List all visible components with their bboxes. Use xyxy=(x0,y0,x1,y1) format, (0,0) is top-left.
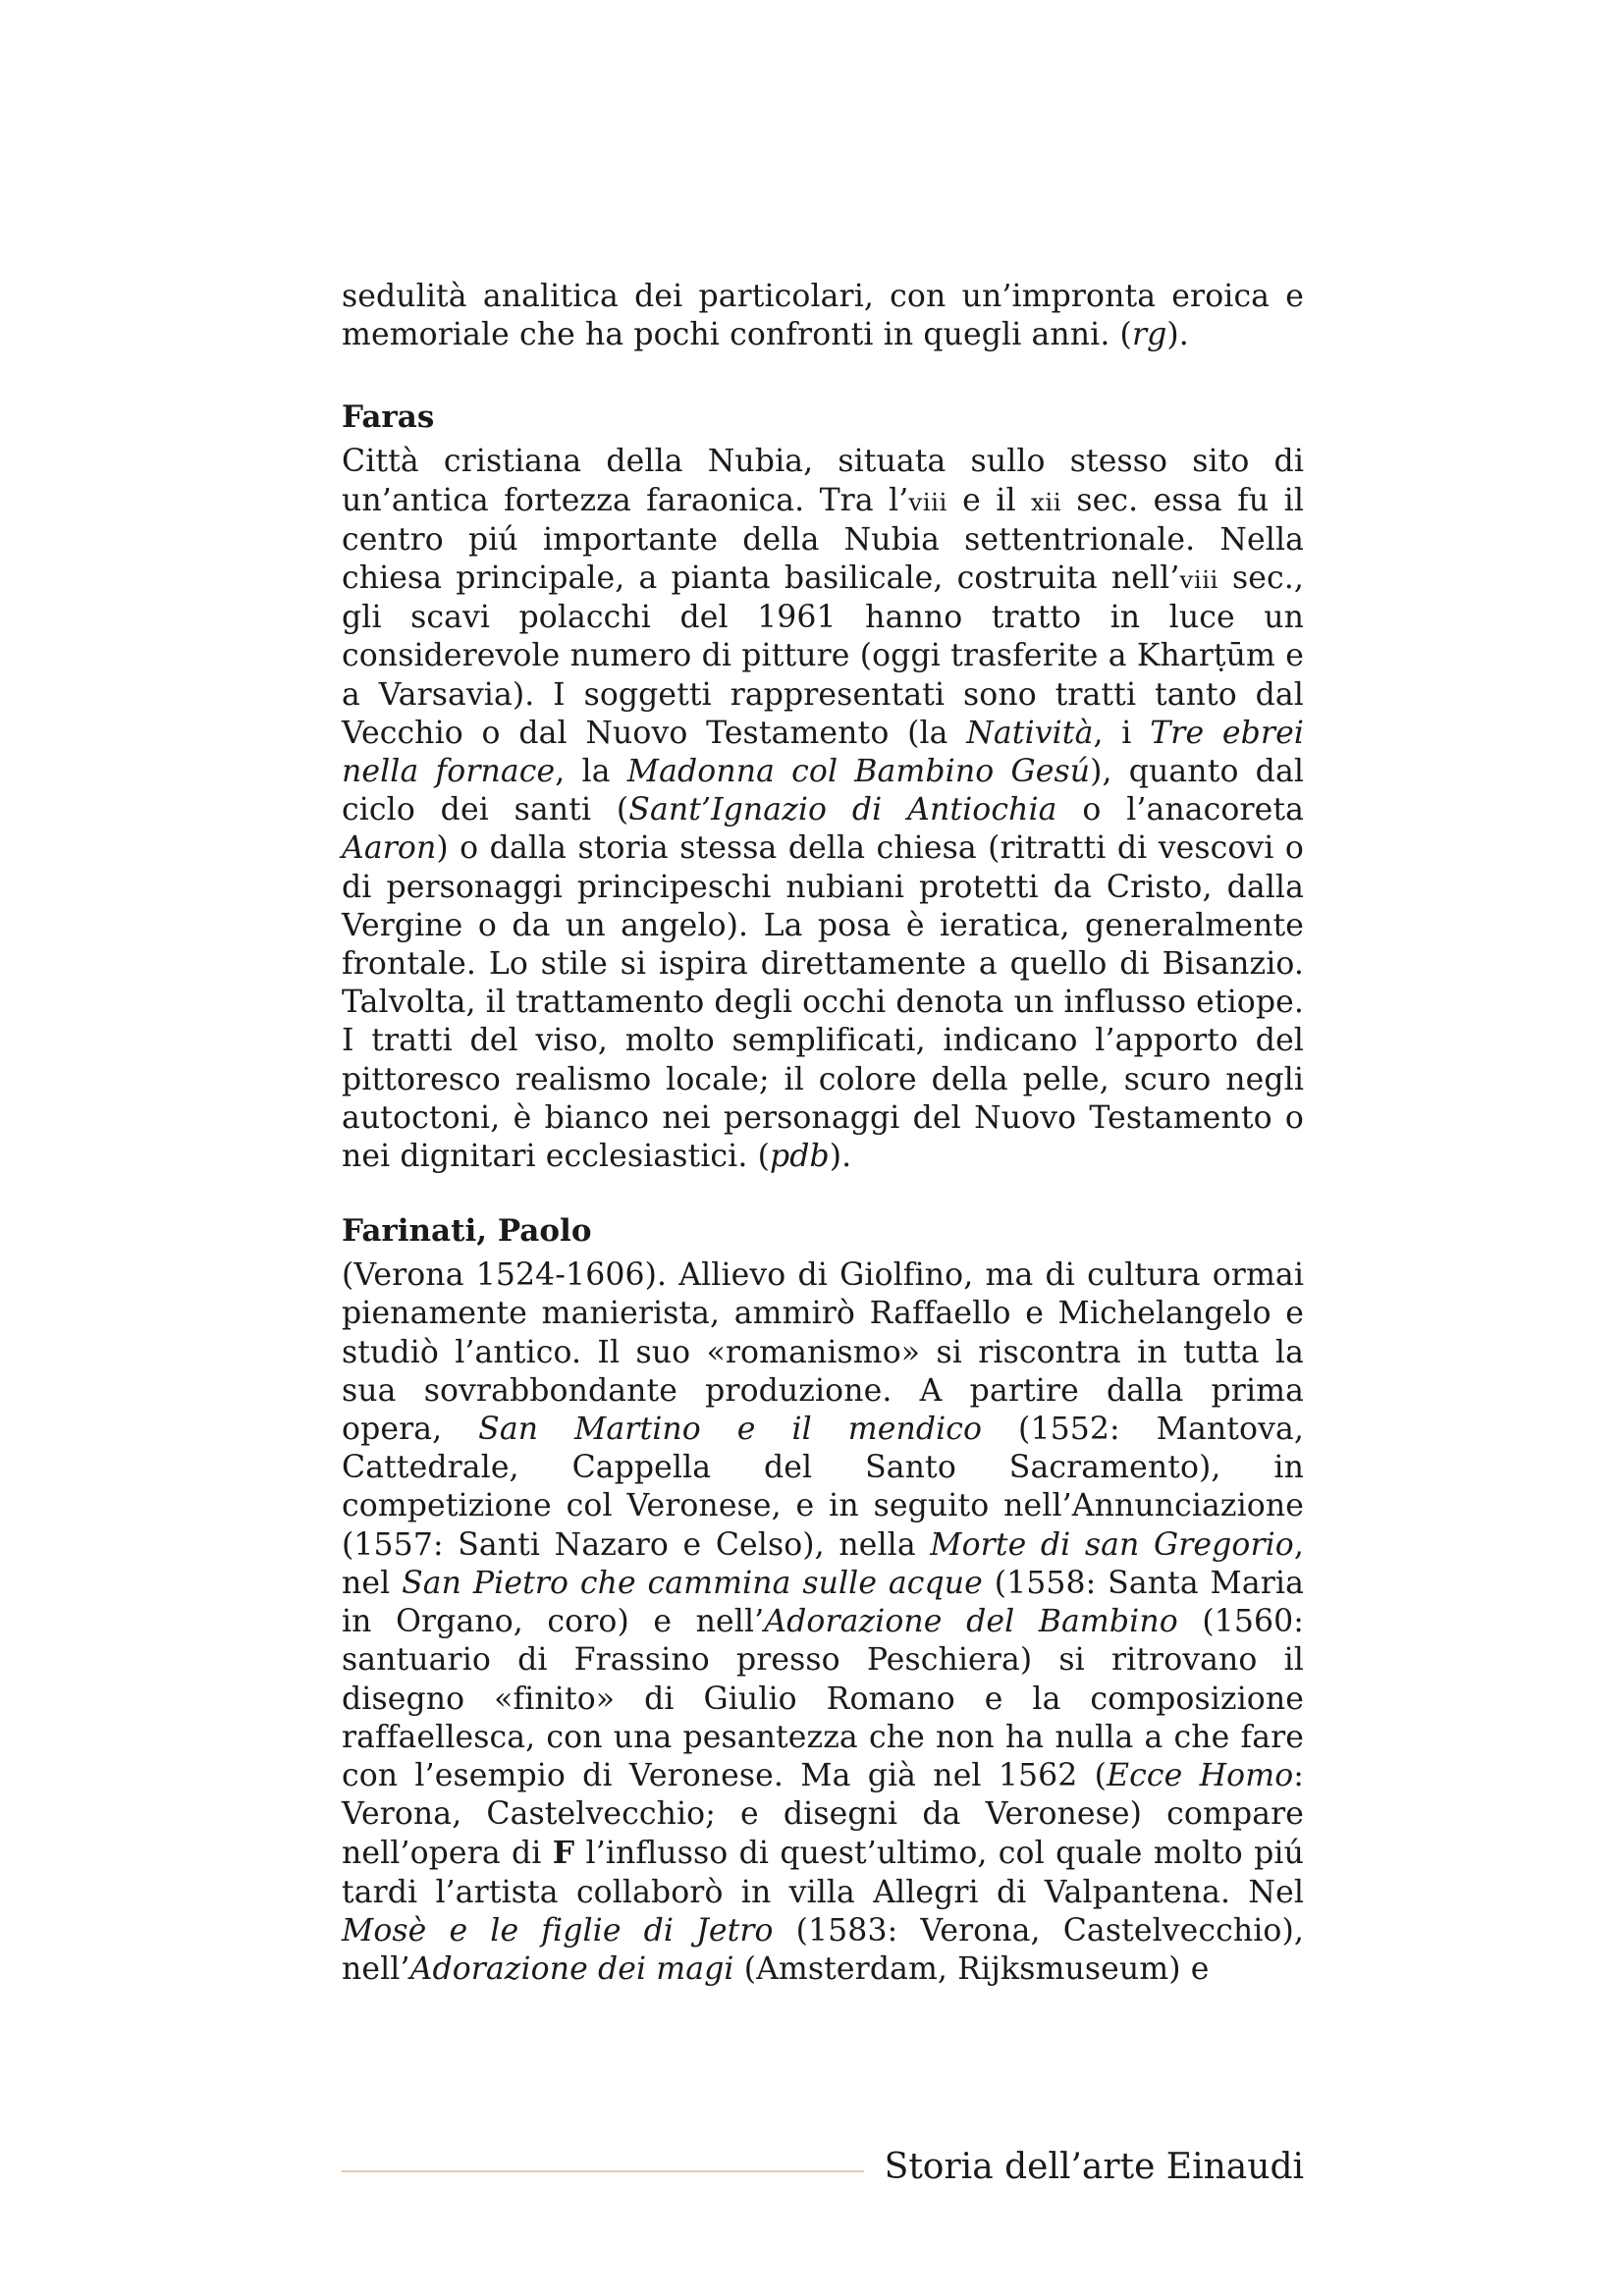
artwork-title: Adorazione del Bambino xyxy=(764,1604,1178,1640)
artwork-title: Madonna col Bambino Gesú xyxy=(626,754,1091,790)
author-signature: rg xyxy=(1131,317,1167,353)
footer-publication-label: Storia dell’arte Einaudi xyxy=(884,2147,1304,2187)
text: Città cristiana della Nubia, situata sullo stesso sito di un’antica fortezza faraonica. Tra l’ xyxy=(342,444,1304,518)
intro-text: sedulità analitica dei particolari, con un’impronta eroica e memoriale che ha pochi confronti in quegli anni. ( xyxy=(342,279,1304,353)
text: l’influsso di quest’ultimo, col quale molto piú tardi l’artista collaborò in villa Allegri di Valpantena. Nel xyxy=(342,1836,1304,1910)
text: , la xyxy=(555,754,627,790)
artwork-title: Mosè e le figlie di Jetro xyxy=(342,1912,774,1949)
text: (1560: santuario di Frassino presso Peschiera) si ritrovano il disegno «finito» di Giulio Romano e la composizione raffaellesca, con una pesantezza che non ha nulla a che fare con l’esempio di Veronese. Ma già nel 1562 ( xyxy=(342,1604,1305,1793)
text: (1552: Mantova, Cattedrale, Cappella del Santo Sacramento), in competizione col Veronese, e in seguito nell’Annunciazione (1557: Santi Nazaro e Celso), nella xyxy=(342,1412,1304,1563)
roman-numeral: viii xyxy=(908,487,947,516)
artwork-title: Sant’Ignazio di Antiochia xyxy=(628,792,1057,828)
text: (Verona 1524-1606). Allievo di Giolfino, ma di cultura ormai pienamente manierista, ammirò Raffaello e Michelangelo e studiò l’antico. Il suo «romanismo» si riscontra in tutta la sua sovrabbondante produzione. A partire dalla prima opera, xyxy=(342,1257,1304,1448)
text: e il xyxy=(947,482,1031,518)
intro-text-end: ). xyxy=(1166,317,1189,353)
text: , nel xyxy=(342,1526,1304,1601)
author-signature: pdb xyxy=(769,1139,830,1175)
artwork-title: San Pietro che cammina sulle acque xyxy=(402,1565,983,1601)
artwork-title: Ecce Homo xyxy=(1107,1757,1294,1793)
text: , i xyxy=(1093,715,1151,751)
entry-body-faras xyxy=(342,443,1304,1176)
entry-abbreviation: F xyxy=(552,1835,575,1872)
roman-numeral: xii xyxy=(1030,487,1062,516)
text: o l’anacoreta xyxy=(1056,792,1304,828)
text: (1583: Verona, Castelvecchio), nell’ xyxy=(342,1912,1305,1987)
artwork-title: Natività xyxy=(966,715,1094,751)
artwork-title: Aaron xyxy=(342,830,437,867)
artwork-title: Tre ebrei nella fornace xyxy=(342,715,1304,790)
text: (Amsterdam, Rijksmuseum) e xyxy=(733,1950,1210,1987)
text: sec., gli scavi polacchi del 1961 hanno tratto in luce un considerevole numero di pitture (oggi trasferite a Kharṭūm e a Varsavia). I soggetti rappresentati sono tratti tanto dal Vecchio o dal Nuovo Testamento (la xyxy=(342,561,1304,751)
intro-paragraph xyxy=(342,278,1304,354)
text: ), quanto dal ciclo dei santi ( xyxy=(342,754,1304,828)
text: ) o dalla storia stessa della chiesa (ritratti di vescovi o di personaggi principeschi nubiani protetti da Cristo, dalla Vergine o da un angelo). La posa è ieratica, generalmente frontale. Lo stile si ispira direttamente a quello di Bisanzio. Talvolta, il trattamento degli occhi denota un influsso etiope. I tratti del viso, molto semplificati, indicano l’apporto del pittoresco realismo locale; il colore della pelle, scuro negli autoctoni, è bianco nei personaggi del Nuovo Testamento o nei dignitari ecclesiastici. ( xyxy=(342,830,1304,1175)
text: (1558: Santa Maria in Organo, coro) e nell’ xyxy=(342,1565,1304,1640)
text: sec. essa fu il centro piú importante della Nubia settentrionale. Nella chiesa principale, a pianta basilicale, costruita nell’ xyxy=(342,482,1304,597)
text: ). xyxy=(829,1139,852,1175)
artwork-title: Morte di san Gregorio xyxy=(930,1526,1294,1563)
page-body xyxy=(342,278,1304,1989)
text: : Verona, Castelvecchio; e disegni da Veronese) compare nell’opera di xyxy=(342,1757,1304,1872)
roman-numeral: viii xyxy=(1179,565,1218,595)
entry-title-faras: Faras xyxy=(342,400,435,436)
artwork-title: San Martino e il mendico xyxy=(478,1412,983,1448)
entry-body-farinati xyxy=(342,1256,1304,1989)
artwork-title: Adorazione dei magi xyxy=(409,1950,734,1987)
entry-title-farinati: Farinati, Paolo xyxy=(342,1213,592,1250)
footer-divider xyxy=(342,2170,864,2172)
